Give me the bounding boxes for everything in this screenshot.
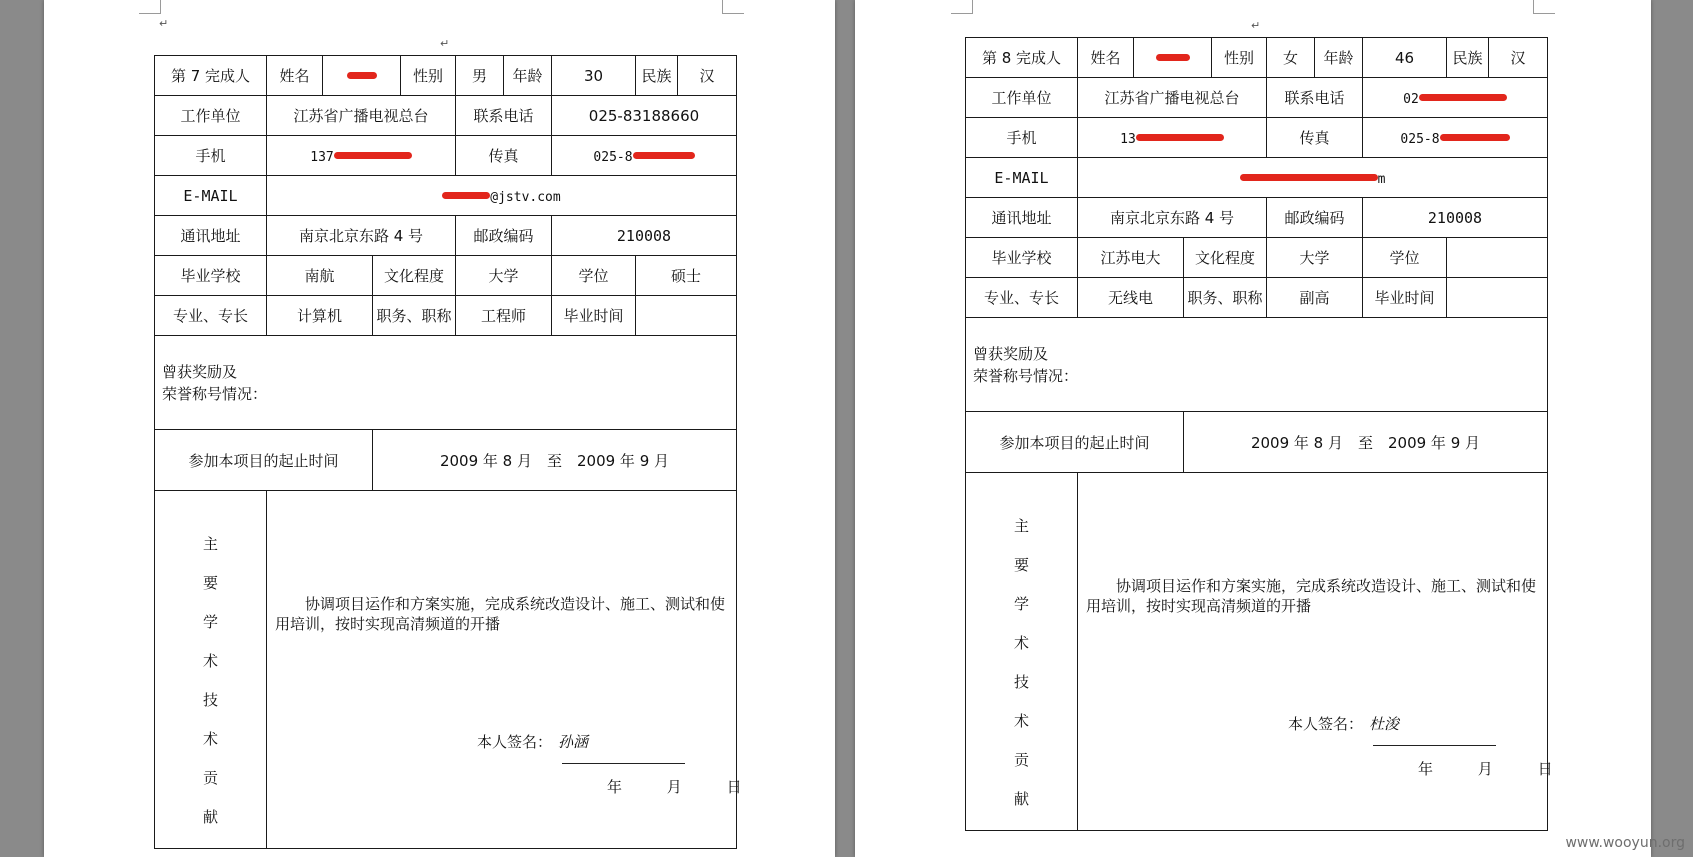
grad-time-value xyxy=(636,296,737,336)
paragraph-mark: ↵ xyxy=(440,37,450,50)
honors-cell xyxy=(966,318,1548,412)
redaction-mark xyxy=(347,69,377,83)
address-value: 南京北京东路 4 号 xyxy=(267,216,456,256)
employer-value: 江苏省广播电视总台 xyxy=(267,96,456,136)
crop-mark-top-right xyxy=(722,0,744,14)
date-line xyxy=(607,776,742,797)
ethnicity-value: 汉 xyxy=(678,56,737,96)
signature-label: 本人签名： xyxy=(1288,715,1364,733)
date-line xyxy=(1418,758,1553,779)
contribution-label-char: 贡 xyxy=(1013,751,1029,769)
contribution-cell xyxy=(1078,473,1553,831)
contribution-label-cell xyxy=(155,491,267,849)
signature-underline xyxy=(562,763,685,764)
phone-label: 联系电话 xyxy=(456,96,552,136)
title-value: 副高 xyxy=(1267,278,1363,318)
contribution-label-char: 献 xyxy=(1013,790,1029,808)
honors-line-1: 曾获奖励及 xyxy=(162,362,238,381)
gender-label: 性别 xyxy=(401,56,456,96)
redaction-mark xyxy=(334,149,412,163)
major-label: 专业、专长 xyxy=(155,296,267,336)
redaction-mark xyxy=(633,149,695,163)
honors-cell xyxy=(155,336,737,430)
signature-line xyxy=(1288,713,1399,734)
contribution-label-cell xyxy=(966,473,1078,831)
address-value: 南京北京东路 4 号 xyxy=(1078,198,1267,238)
redaction-mark xyxy=(1156,51,1190,65)
employer-label: 工作单位 xyxy=(155,96,267,136)
paragraph-mark: ↵ xyxy=(1251,19,1261,32)
contribution-label xyxy=(968,507,1075,819)
period-value: 2009 年 8 月 至 2009 年 9 月 xyxy=(1184,412,1548,473)
contribution-label-char: 主 xyxy=(1013,517,1029,535)
address-label: 通讯地址 xyxy=(966,198,1078,238)
honors-line-1: 曾获奖励及 xyxy=(973,344,1049,363)
major-label: 专业、专长 xyxy=(966,278,1078,318)
crop-mark-top-left xyxy=(139,0,161,14)
honors-line-2: 荣誉称号情况： xyxy=(162,384,268,403)
redaction-mark xyxy=(1136,131,1224,145)
contribution-label-char: 术 xyxy=(1013,712,1029,730)
employer-label: 工作单位 xyxy=(966,78,1078,118)
email-label: E-MAIL xyxy=(966,158,1078,198)
document-page-right xyxy=(855,0,1651,857)
fax-label: 传真 xyxy=(456,136,552,176)
age-value: 30 xyxy=(552,56,636,96)
school-label: 毕业学校 xyxy=(966,238,1078,278)
watermark: www.wooyun.org xyxy=(1565,835,1685,851)
fax-value: 025-8 xyxy=(552,136,737,176)
grad-time-value xyxy=(1447,278,1548,318)
paragraph-mark: ↵ xyxy=(159,17,169,30)
name-label: 姓名 xyxy=(1078,38,1134,78)
contribution-label-char: 技 xyxy=(202,691,218,709)
name-value xyxy=(1134,38,1212,78)
fax-label: 传真 xyxy=(1267,118,1363,158)
signature-value: 孙涵 xyxy=(558,733,589,751)
grad-time-label: 毕业时间 xyxy=(552,296,636,336)
mobile-value: 13 xyxy=(1078,118,1267,158)
major-value: 计算机 xyxy=(267,296,373,336)
date-day-label: 日 xyxy=(726,778,742,796)
school-value: 江苏电大 xyxy=(1078,238,1184,278)
education-label: 文化程度 xyxy=(1184,238,1267,278)
contribution-text: 协调项目运作和方案实施，完成系统改造设计、施工、测试和使用培训，按时实现高清频道的开播 xyxy=(1086,577,1537,615)
period-label: 参加本项目的起止时间 xyxy=(966,412,1184,473)
education-label: 文化程度 xyxy=(373,256,456,296)
contribution-label xyxy=(157,525,264,837)
signature-line xyxy=(477,731,588,752)
ordinal-label: 第 8 完成人 xyxy=(966,38,1078,78)
email-label: E-MAIL xyxy=(155,176,267,216)
title-label: 职务、职称 xyxy=(373,296,456,336)
crop-mark-top-left xyxy=(951,0,973,14)
personnel-form-8 xyxy=(965,37,1553,831)
redaction-mark xyxy=(1240,171,1378,185)
contribution-label-char: 术 xyxy=(202,730,218,748)
contribution-text: 协调项目运作和方案实施，完成系统改造设计、施工、测试和使用培训，按时实现高清频道的开播 xyxy=(275,595,726,633)
degree-label: 学位 xyxy=(1363,238,1447,278)
email-value: m xyxy=(1078,158,1548,198)
name-label: 姓名 xyxy=(267,56,323,96)
address-label: 通讯地址 xyxy=(155,216,267,256)
contribution-label-char: 贡 xyxy=(202,769,218,787)
postal-label: 邮政编码 xyxy=(456,216,552,256)
grad-time-label: 毕业时间 xyxy=(1363,278,1447,318)
ethnicity-label: 民族 xyxy=(1447,38,1489,78)
contribution-label-char: 主 xyxy=(202,535,218,553)
title-value: 工程师 xyxy=(456,296,552,336)
contribution-cell xyxy=(267,491,742,849)
date-day-label: 日 xyxy=(1537,760,1553,778)
personnel-form-7 xyxy=(154,55,742,849)
email-domain-text: @jstv.com xyxy=(490,189,561,205)
contribution-label-char: 术 xyxy=(202,652,218,670)
signature-value: 杜浚 xyxy=(1369,715,1400,733)
degree-label: 学位 xyxy=(552,256,636,296)
contribution-label-char: 要 xyxy=(1013,556,1029,574)
age-value: 46 xyxy=(1363,38,1447,78)
gender-label: 性别 xyxy=(1212,38,1267,78)
postal-label: 邮政编码 xyxy=(1267,198,1363,238)
major-value: 无线电 xyxy=(1078,278,1184,318)
degree-value xyxy=(1447,238,1548,278)
degree-value: 硕士 xyxy=(636,256,737,296)
contribution-label-char: 技 xyxy=(1013,673,1029,691)
contribution-label-char: 学 xyxy=(202,613,218,631)
signature-label: 本人签名： xyxy=(477,733,553,751)
phone-value xyxy=(552,96,737,136)
contribution-label-char: 术 xyxy=(1013,634,1029,652)
date-year-label: 年 xyxy=(1418,760,1434,778)
title-label: 职务、职称 xyxy=(1184,278,1267,318)
phone-value: 02 xyxy=(1363,78,1548,118)
mobile-value: 137 xyxy=(267,136,456,176)
education-value: 大学 xyxy=(456,256,552,296)
postal-value: 210008 xyxy=(1363,198,1548,238)
name-value xyxy=(323,56,401,96)
gender-value: 女 xyxy=(1267,38,1315,78)
date-year-label: 年 xyxy=(607,778,623,796)
document-page-left xyxy=(44,0,835,857)
employer-value: 江苏省广播电视总台 xyxy=(1078,78,1267,118)
crop-mark-top-right xyxy=(1533,0,1555,14)
ethnicity-label: 民族 xyxy=(636,56,678,96)
signature-underline xyxy=(1373,745,1496,746)
redaction-mark xyxy=(1440,131,1510,145)
ethnicity-value: 汉 xyxy=(1489,38,1548,78)
ordinal-label: 第 7 完成人 xyxy=(155,56,267,96)
mobile-label: 手机 xyxy=(155,136,267,176)
phone-label: 联系电话 xyxy=(1267,78,1363,118)
period-value: 2009 年 8 月 至 2009 年 9 月 xyxy=(373,430,737,491)
period-label: 参加本项目的起止时间 xyxy=(155,430,373,491)
school-label: 毕业学校 xyxy=(155,256,267,296)
redaction-mark xyxy=(442,189,490,203)
postal-value: 210008 xyxy=(552,216,737,256)
redaction-mark xyxy=(1419,91,1507,105)
fax-value: 025-8 xyxy=(1363,118,1548,158)
contribution-label-char: 要 xyxy=(202,574,218,592)
phone-value-text: 025-83188660 xyxy=(588,106,700,125)
honors-line-2: 荣誉称号情况： xyxy=(973,366,1079,385)
gender-value: 男 xyxy=(456,56,504,96)
age-label: 年龄 xyxy=(504,56,552,96)
education-value: 大学 xyxy=(1267,238,1363,278)
date-month-label: 月 xyxy=(1477,760,1493,778)
school-value: 南航 xyxy=(267,256,373,296)
date-month-label: 月 xyxy=(666,778,682,796)
email-value xyxy=(267,176,737,216)
age-label: 年龄 xyxy=(1315,38,1363,78)
contribution-label-char: 献 xyxy=(202,808,218,826)
mobile-label: 手机 xyxy=(966,118,1078,158)
contribution-label-char: 学 xyxy=(1013,595,1029,613)
